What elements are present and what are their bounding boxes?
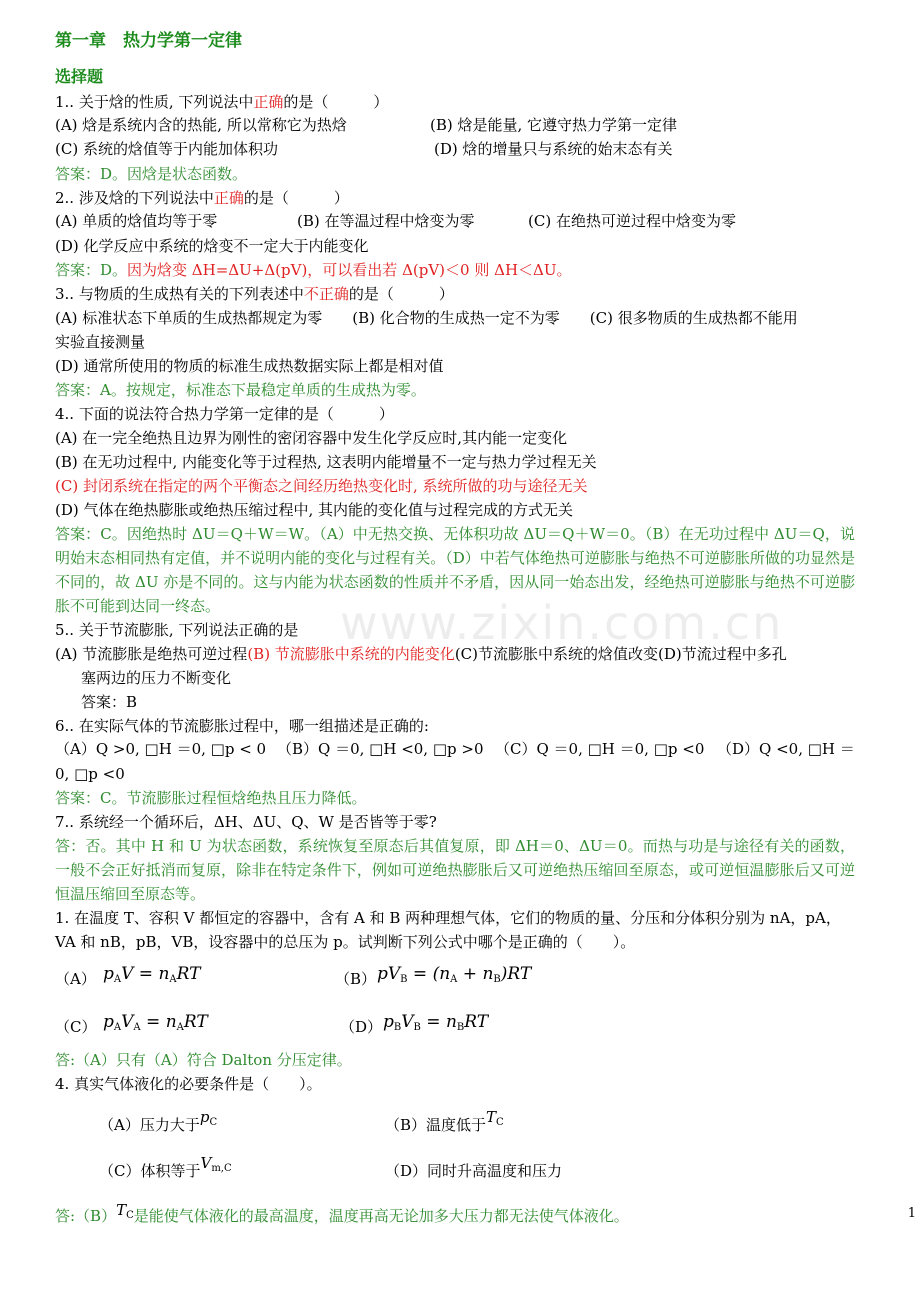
q3-stem: 3.. 与物质的生成热有关的下列表述中不正确的是（ ） [55,285,454,303]
q1-option-a: (A) 焓是系统内含的热能, 所以常称它为热焓 [55,116,347,134]
q4-option-c: (C) 封闭系统在指定的两个平衡态之间经历绝热变化时, 系统所做的功与途径无关 [55,477,588,495]
q9-answer: 答$:(B)T_C$是能使气体液化的最高温度，温度再高无论加多大压力都无法使气体液化。 [55,1201,629,1225]
q5-option-d-cont: 塞两边的压力不断变化 [81,669,232,687]
q1-option-c: (C) 系统的焓值等于内能加体积功 [55,140,278,158]
q1-stem: 1.. 关于焓的性质, 下列说法中正确的是（ ） [55,93,389,111]
q8-label-d: （D） [340,1018,383,1036]
q5-options: (A) 节流膨胀是绝热可逆过程(B) 节流膨胀中系统的内能变化(C)节流膨胀中系统的焓值改变(D)节流过程中多孔 [55,645,787,663]
q9-options-cd [55,1146,855,1198]
chapter-title: 第一章 热力学第一定律 [55,31,242,51]
q6-option-d: （D）Q <0, □H ＝ [717,740,855,758]
q6-option-d-cont: 0, □p <0 [55,765,125,783]
q2-options-abc [55,210,855,234]
q9-stem: 4. 真实气体液化的必要条件是（ ）。 [55,1075,322,1093]
q1-answer: 答案：D。因焓是状态函数。 [55,165,248,183]
q2-option-a: (A) 单质的焓值均等于零 [55,212,218,230]
q1-option-b: (B) 焓是能量, 它遵守热力学第一定律 [430,116,678,134]
q8-options-cd [55,1006,855,1048]
q2-stem: 2.. 涉及焓的下列说法中正确的是（ ） [55,189,349,207]
q4-option-d: (D) 气体在绝热膨胀或绝热压缩过程中, 其内能的变化值与过程完成的方式无关 [55,501,574,519]
q1-options-cd [55,138,855,162]
q1-option-d: (D) 焓的增量只与系统的始末态有关 [434,140,673,158]
section-title: 选择题 [55,67,104,86]
q9-option-b: （B）温度低于$T_C$ [385,1108,504,1134]
q2-option-d: (D) 化学反应中系统的焓变不一定大于内能变化 [55,237,369,255]
q8-answer: 答:（A）只有（A）符合 Dalton 分压定律。 [55,1051,352,1069]
q7-answer: 答：否。其中 H 和 U 为状态函数，系统恢复至原态后其值复原，即 ΔH＝0、ΔU＝0。而热与功是与途径有关的函数，一般不会正好抵消而复原，除非在特定条件下，例如可逆绝热膨胀后又可逆绝热压缩回至原态，或可逆恒温膨胀后又可逆恒温压缩回至原态等。 [55,837,855,903]
q9-options-ab [55,1096,855,1146]
q9-option-a: （A）压力大于$p_C$ [99,1108,218,1134]
q6-option-b: （B）Q ＝0, □H <0, □p >0 [277,740,484,758]
q1-options-ab [55,114,855,138]
q5-answer: 答案：B [81,693,138,711]
q8-formula-c: $p_AV_A = n_ART$ [103,1012,208,1033]
document-page [55,28,855,1234]
q6-options [55,738,855,762]
q4-option-b: (B) 在无功过程中, 内能变化等于过程热, 这表明内能增量不一定与热力学过程无关 [55,453,597,471]
q2-answer: 答案：D。因为焓变 ΔH=ΔU+Δ(pV)，可以看出若 Δ(pV)＜0 则 ΔH＜ΔU。 [55,261,572,279]
q8-label-a: （A） [55,970,96,988]
q3-options-abc-cont: 实验直接测量 [55,333,146,351]
q3-option-d: (D) 通常所使用的物质的标准生成热数据实际上都是相对值 [55,357,444,375]
q6-option-c: （C）Q ＝0, □H ＝0, □p <0 [495,740,705,758]
q9-option-c: （C）体积等于$V_{m,C}$ [99,1154,232,1180]
q8-label-b: （B） [335,970,377,988]
watermark: www.zixin.com.cn [340,596,784,650]
q2-option-b: (B) 在等温过程中焓变为零 [297,212,475,230]
q7-stem: 7.. 系统经一个循环后，ΔH、ΔU、Q、W 是否皆等于零? [55,813,437,831]
q3-options-abc: (A) 标准状态下单质的生成热都规定为零 (B) 化合物的生成热一定不为零 (C) 很多物质的生成热都不能用 [55,309,798,327]
page-number: 1 [907,1206,916,1221]
q6-answer: 答案：C。节流膨胀过程恒焓绝热且压力降低。 [55,789,367,807]
q8-stem: 1. 在温度 T、容积 V 都恒定的容器中，含有 A 和 B 两种理想气体，它们的物质的量、分压和分体积分别为 nA，pA，VA 和 nB，pB，VB，设容器中的总压为 p。试判断下列公式中哪个是正确的（ ）。 [55,909,841,951]
q8-formula-a: $p_AV = n_ART$ [103,964,201,985]
q2-option-c: (C) 在绝热可逆过程中焓变为零 [528,212,736,230]
q8-formula-b: $pV_B = (n_A + n_B)RT$ [377,964,532,985]
q8-formula-d: $p_BV_B = n_BRT$ [383,1012,489,1033]
q3-answer: 答案：A。按规定，标准态下最稳定单质的生成热为零。 [55,381,426,399]
q5-stem: 5.. 关于节流膨胀, 下列说法正确的是 [55,621,299,639]
q4-stem: 4.. 下面的说法符合热力学第一定律的是（ ） [55,405,394,423]
q9-option-d: （D）同时升高温度和压力 [385,1162,563,1180]
q4-answer: 答案：C。因绝热时 ΔU＝Q＋W＝W。（A）中无热交换、无体积功故 ΔU＝Q＋W＝0。（B）在无功过程中 ΔU＝Q，说明始末态相同热有定值，并不说明内能的变化与过程有关。（D）中若气体绝热可逆膨胀与绝热不可逆膨胀所做的功显然是不同的，故 ΔU 亦是不同的。这与内能为状态函数的性质并不矛盾，因从同一始态出发，经绝热可逆膨胀与绝热不可逆膨胀不可能到达同一终态。 [55,525,855,615]
q8-options-ab [55,960,855,1002]
q6-stem: 6.. 在实际气体的节流膨胀过程中，哪一组描述是正确的: [55,717,429,735]
q6-option-a: （A）Q >0, □H ＝0, □p < 0 [55,740,267,758]
q4-option-a: (A) 在一完全绝热且边界为刚性的密闭容器中发生化学反应时,其内能一定变化 [55,429,568,447]
q8-label-c: （C） [55,1018,97,1036]
